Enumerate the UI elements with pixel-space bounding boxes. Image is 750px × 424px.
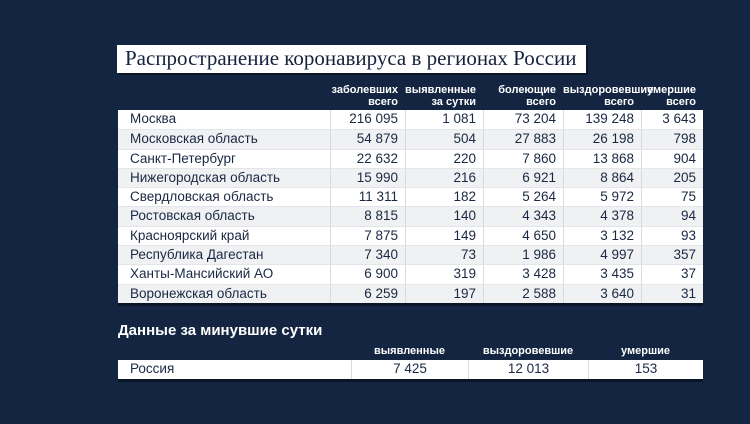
table-row [118,187,703,206]
value-cell: 4 997 [563,246,641,264]
region-name: Санкт-Петербург [130,150,236,166]
daily-table-header [118,343,703,360]
value-cell: 75 [641,188,703,206]
value-cell: 319 [405,265,483,283]
value-cell: 27 883 [483,130,563,148]
region-name: Свердловская область [130,189,274,205]
table-row [118,360,703,379]
value-cell: 153 [588,360,703,379]
value-cell: 26 198 [563,130,641,148]
region-name: Воронежская область [130,285,267,301]
column-header-recovered-total: выздоровевшие всего [563,84,654,108]
region-name: Красноярский край [130,227,250,243]
value-cell: 6 900 [330,265,405,283]
value-cell: 3 132 [563,227,641,245]
table-row [118,149,703,168]
value-cell: 149 [405,227,483,245]
value-cell: 6 921 [483,169,563,187]
value-cell: 7 340 [330,246,405,264]
region-name: Нижегородская область [130,169,281,185]
value-cell: 12 013 [468,360,588,379]
region-name: Ростовская область [130,208,255,224]
value-cell: 54 879 [330,130,405,148]
column-header-recovered: выздоровевшие [482,344,574,357]
table-row [118,110,703,129]
value-cell: 3 643 [641,110,703,129]
value-cell: 197 [405,285,483,303]
value-cell: 3 640 [563,285,641,303]
value-cell: 220 [405,150,483,168]
value-cell: 11 311 [330,188,405,206]
table-row [118,226,703,245]
value-cell: 15 990 [330,169,405,187]
table-row [118,264,703,283]
value-cell: 798 [641,130,703,148]
value-cell: 6 259 [330,285,405,303]
value-cell: 504 [405,130,483,148]
table-row [118,284,703,303]
region-name: Ханты-Мансийский АО [130,266,274,282]
value-cell: 93 [641,227,703,245]
value-cell: 216 095 [330,110,405,129]
value-cell: 4 650 [483,227,563,245]
daily-table [118,343,703,382]
daily-section-title: Данные за минувшие сутки [118,322,323,339]
column-header-died-total: умершие всего [647,84,696,108]
value-cell: 182 [405,188,483,206]
table-row [118,245,703,264]
value-cell: 904 [641,150,703,168]
value-cell: 5 264 [483,188,563,206]
regions-table [118,85,703,306]
value-cell: 94 [641,207,703,225]
region-name: Московская область [130,131,258,147]
value-cell: 37 [641,265,703,283]
column-header-detected-daily: выявленные за сутки [405,84,476,108]
table-row [118,168,703,187]
value-cell: 22 632 [330,150,405,168]
value-cell: 8 815 [330,207,405,225]
value-cell: 4 343 [483,207,563,225]
value-cell: 7 860 [483,150,563,168]
region-name: Россия [130,361,175,376]
value-cell: 8 864 [563,169,641,187]
value-cell: 140 [405,207,483,225]
regions-table-header [118,85,703,110]
column-header-died: умершие [621,344,670,357]
column-header-sick-total: болеющие всего [498,84,556,108]
value-cell: 73 204 [483,110,563,129]
value-cell: 3 428 [483,265,563,283]
column-header-infected-total: заболевших всего [331,84,398,108]
table-row [118,129,703,148]
value-cell: 1 081 [405,110,483,129]
page-title: Распространение коронавируса в регионах России [117,45,586,73]
value-cell: 7 425 [351,360,468,379]
value-cell: 13 868 [563,150,641,168]
value-cell: 5 972 [563,188,641,206]
value-cell: 7 875 [330,227,405,245]
table-row [118,206,703,225]
value-cell: 4 378 [563,207,641,225]
region-name: Республика Дагестан [130,247,264,263]
value-cell: 205 [641,169,703,187]
regions-table-body [118,110,703,303]
value-cell: 2 588 [483,285,563,303]
region-name: Москва [130,111,177,126]
value-cell: 31 [641,285,703,303]
value-cell: 3 435 [563,265,641,283]
value-cell: 1 986 [483,246,563,264]
value-cell: 357 [641,246,703,264]
column-header-detected: выявленные [374,344,445,357]
value-cell: 139 248 [563,110,641,129]
value-cell: 73 [405,246,483,264]
value-cell: 216 [405,169,483,187]
daily-table-body [118,360,703,379]
